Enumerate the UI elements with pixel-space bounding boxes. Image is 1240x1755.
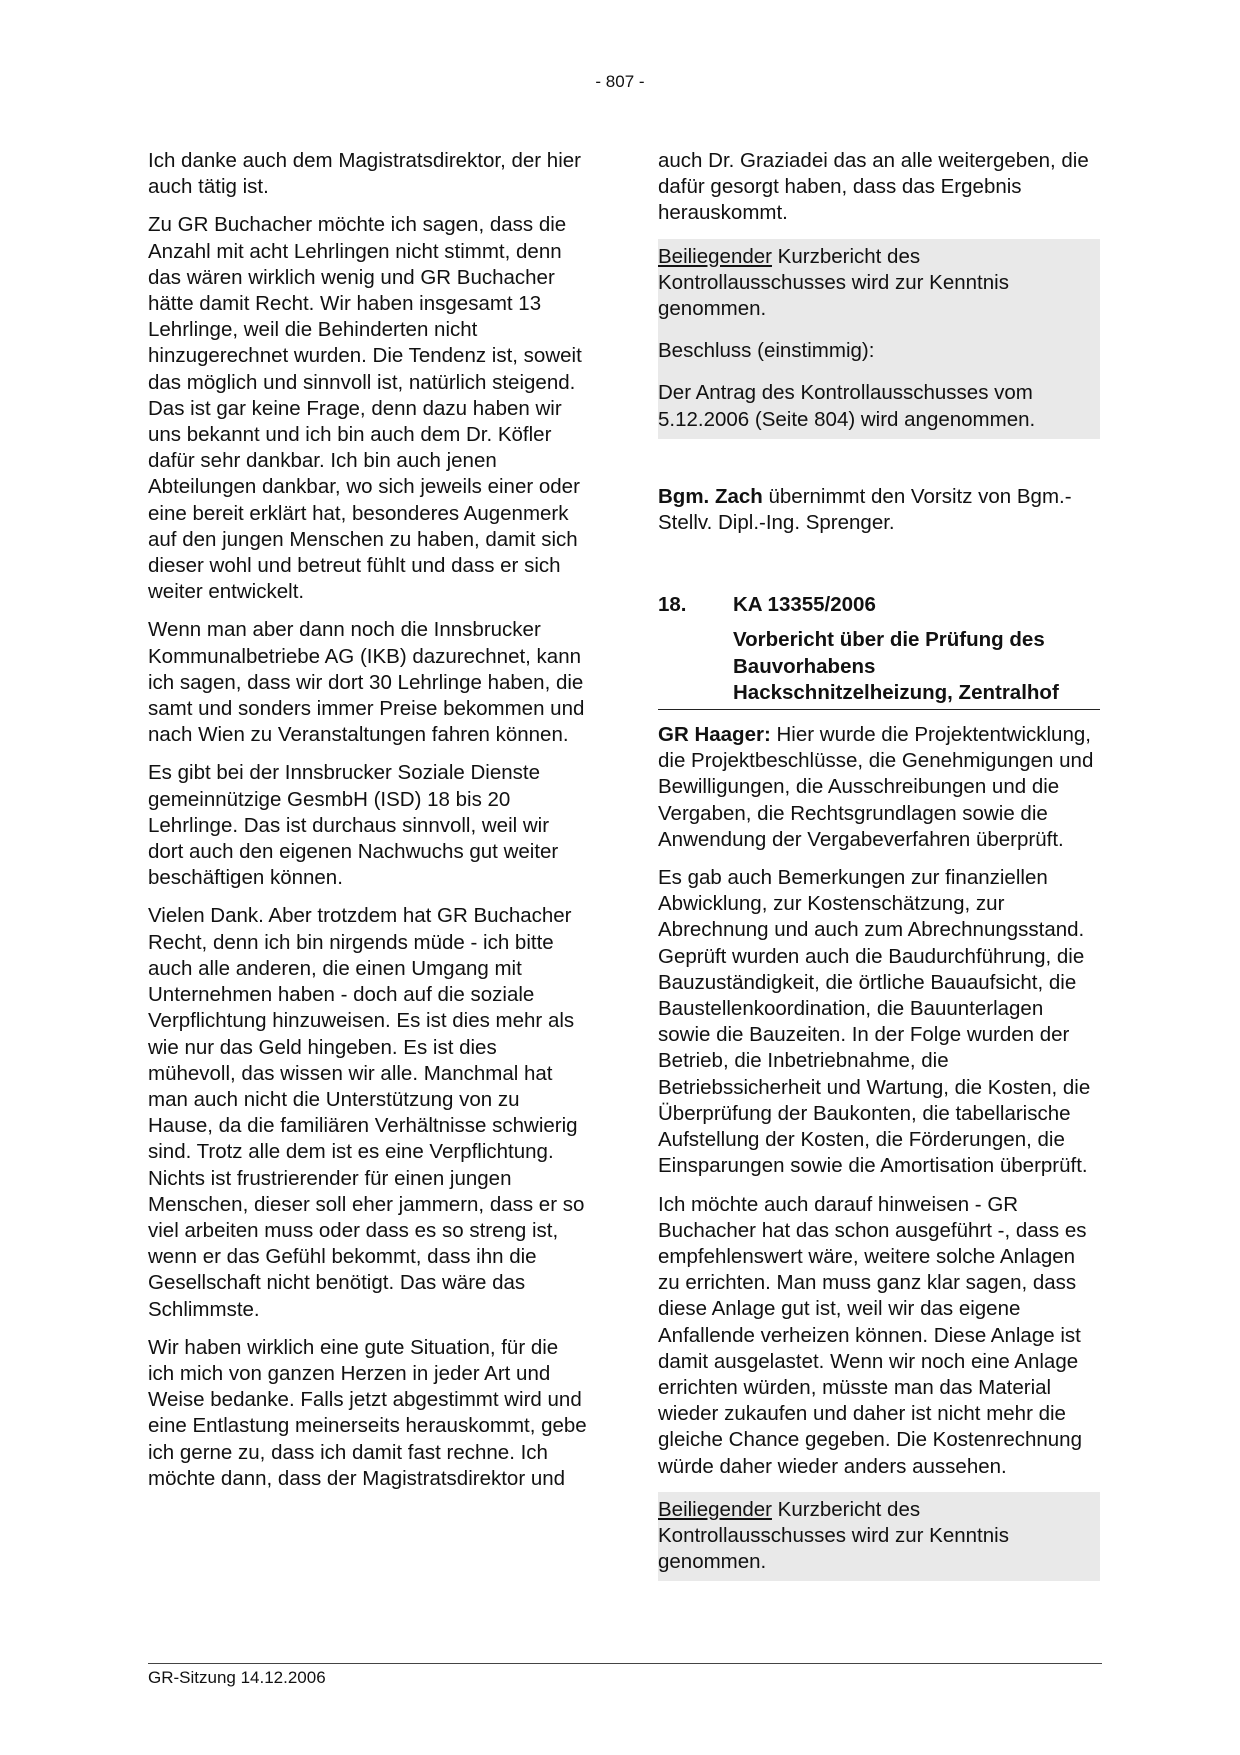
section-code: KA 13355/2006 [733, 593, 876, 617]
chair-change-note [658, 484, 1100, 536]
paragraph [658, 722, 1100, 853]
section-title: Vorbericht über die Prüfung des Bauvorhabens Hackschnitzelheizung, Zentralhof [658, 627, 1100, 710]
resolution-decision: Der Antrag des Kontrollausschusses vom 5.12.2006 (Seite 804) wird angenommen. [658, 381, 1036, 431]
left-column [148, 148, 588, 1504]
resolution-report-text [658, 240, 1100, 328]
paragraph: Ich danke auch dem Magistratsdirektor, der hier auch tätig ist. [148, 149, 581, 199]
speaker-name: GR Haager: [658, 723, 771, 747]
paragraph: auch Dr. Graziadei das an alle weitergeben, die dafür gesorgt haben, dass das Ergebnis herauskommt. [658, 149, 1089, 225]
paragraph: Es gibt bei der Innsbrucker Soziale Dienste gemeinnützige GesmbH (ISD) 18 bis 20 Lehrlinge. Das ist durchaus sinnvoll, weil wir dort auch den eigenen Nachwuchs gut weiter beschäftigen können. [148, 761, 559, 890]
chair-text: übernimmt den Vorsitz von Bgm.-Stellv. Dipl.-Ing. Sprenger. [658, 484, 1072, 535]
speech-text: Hier wurde die Projektentwicklung, die Projektbeschlüsse, die Genehmigungen und Bewilligungen, die Ausschreibungen und die Vergaben, die Rechtsgrundlagen sowie die Anwendung der Vergabeverfahren überprüft. [658, 723, 1094, 851]
underlined-word: Beiliegender [658, 244, 772, 268]
page-number: - 807 - [595, 72, 645, 91]
section-heading [658, 592, 1100, 618]
footer-session-date: GR-Sitzung 14.12.2006 [148, 1668, 326, 1687]
resolution-box [658, 239, 1100, 439]
resolution-box [658, 1492, 1100, 1582]
paragraph: Ich möchte auch darauf hinweisen - GR Buchacher hat das schon ausgeführt -, dass es empfehlenswert wäre, weitere solche Anlagen zu errichten. Man muss ganz klar sagen, dass diese Anlage gut ist, weil wir das eigene Anfallende verheizen können. Diese Anlage ist damit ausgelastet. Wenn wir noch eine Anlage errichten würden, müsste man das Material wieder zukaufen und daher ist nicht mehr die gleiche Chance gegeben. Die Kostenrechnung würde daher wieder anders aussehen. [658, 1192, 1087, 1478]
paragraph: Wir haben wirklich eine gute Situation, für die ich mich von ganzen Herzen in jeder Art und Weise bedanke. Falls jetzt abgestimmt wird und eine Entlastung meinerseits herauskommt, gebe ich gerne zu, dass ich damit fast rechne. Ich möchte dann, dass der Magistratsdirektor und [148, 1335, 587, 1490]
footer-divider [148, 1663, 1102, 1664]
paragraph: Wenn man aber dann noch die Innsbrucker Kommunalbetriebe AG (IKB) dazurechnet, kann ich sagen, dass wir dort 30 Lehrlinge haben, die samt und sonders immer Preise bekommen und nach Wien zu Veranstaltungen fahren können. [148, 618, 585, 747]
paragraph: Zu GR Buchacher möchte ich sagen, dass die Anzahl mit acht Lehrlingen nicht stimmt, denn das wären wirklich wenig und GR Buchacher hätte damit Recht. Wir haben insgesamt 13 Lehrlinge, weil die Behinderten nicht hinzugerechnet wurden. Die Tendenz ist, soweit das möglich und sinnvoll ist, natürlich steigend. Das ist gar keine Frage, denn dazu haben wir uns bekannt und ich bin auch dem Dr. Köfler dafür sehr dankbar. Ich bin auch jenen Abteilungen dankbar, wo sich jeweils einer oder eine bereit erklärt hat, besonderes Augenmerk auf den jungen Menschen zu haben, damit sich dieser wohl und betreut fühlt und dass er sich weiter entwickelt. [148, 213, 582, 604]
paragraph: Es gab auch Bemerkungen zur finanziellen Abwicklung, zur Kostenschätzung, zur Abrechnung und auch zum Abrechnungsstand. Geprüft wurden auch die Baudurchführung, die Bauzuständigkeit, die örtliche Bauaufsicht, die Baustellenkoordination, die Bauunterlagen sowie die Bauzeiten. In der Folge wurden der Betrieb, die Inbetriebnahme, die Betriebssicherheit und Wartung, die Kosten, die Überprüfung der Baukonten, die tabellarische Aufstellung der Kosten, die Förderungen, die Einsparungen sowie die Amortisation überprüft. [658, 866, 1091, 1178]
report-text: Kurzbericht des Kontrollausschusses wird zur Kenntnis genommen. [658, 244, 1009, 321]
resolution-report-text [658, 1493, 1100, 1581]
right-column [658, 148, 1100, 1581]
speaker-name: Bgm. Zach [658, 484, 763, 508]
report-text: Kurzbericht des Kontrollausschusses wird zur Kenntnis genommen. [658, 1497, 1009, 1574]
underlined-word: Beiliegender [658, 1497, 772, 1521]
paragraph: Vielen Dank. Aber trotzdem hat GR Buchacher Recht, denn ich bin nirgends müde - ich bitte auch alle anderen, die einen Umgang mit Unternehmen haben - doch auf die soziale Verpflichtung hinzuweisen. Es ist dies mehr als wie nur das Geld hingeben. Es ist dies mühevoll, das wissen wir alle. Manchmal hat man auch nicht die Unterstützung von zu Hause, da die familiären Verhältnisse schwierig sind. Trotz alle dem ist es eine Verpflichtung. Nichts ist frustrierender für einen jungen Menschen, dieser soll eher jammern, dass er so viel arbeiten muss oder dass es so streng ist, wenn er das Gefühl bekommt, dass ihn die Gesellschaft nicht benötigt. Das wäre das Schlimmste. [148, 904, 585, 1321]
section-number: 18. [658, 593, 687, 617]
resolution-label: Beschluss (einstimmig): [658, 339, 875, 363]
